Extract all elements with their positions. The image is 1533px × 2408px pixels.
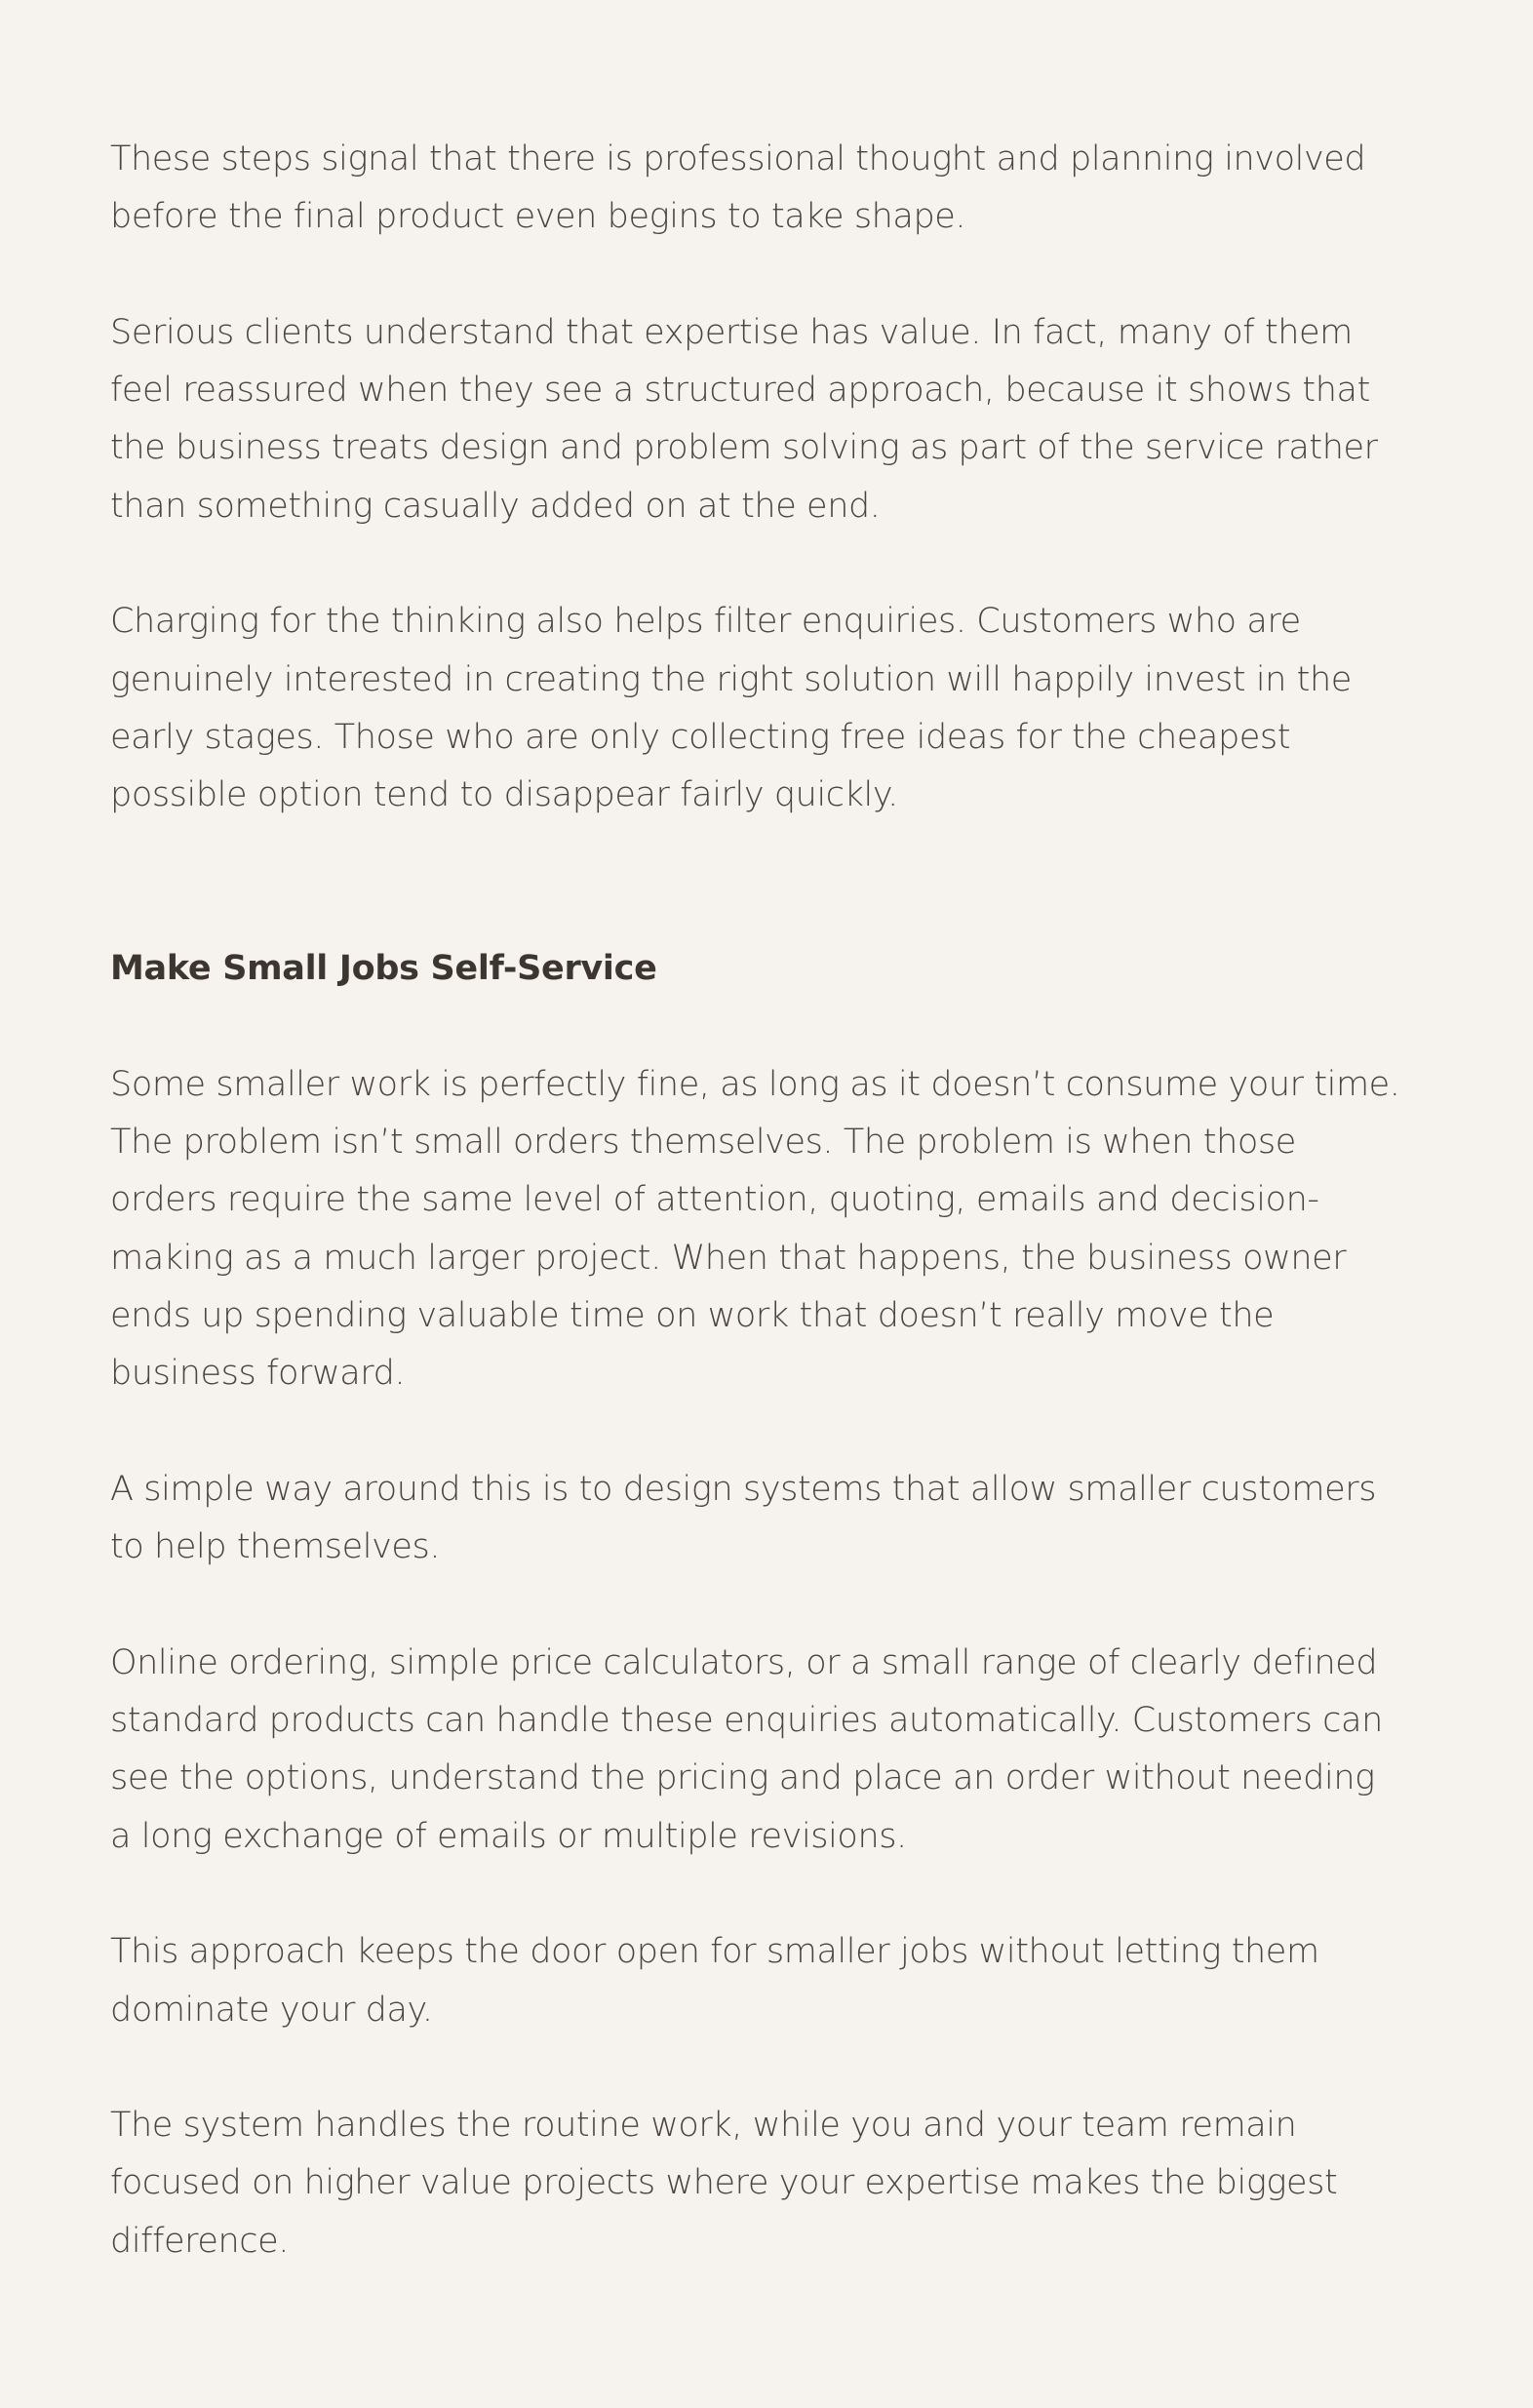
paragraph-smaller-work: Some smaller work is perfectly fine, as long as it doesn’t consume your time. The problem isn’t small orders themselves. The problem is when those orders require the same level of attention, quoting, emails and decision- making as a much larger project. When that happens, the business owner ends up spending valuable time on work that doesn’t really move the business forward.: [110, 1064, 1400, 1394]
paragraph-approach: This approach keeps the door open for smaller jobs without letting them dominate your day.: [110, 1932, 1319, 2030]
paragraph-spacer: [110, 2039, 1436, 2097]
paragraph-professional-thought: These steps signal that there is professional thought and planning involved before the final product even begins to take shape.: [110, 139, 1366, 237]
section-spacer: [110, 825, 1436, 941]
paragraph-simple-way: A simple way around this is to design systems that allow smaller customers to help themselves.: [110, 1469, 1377, 1567]
paragraph-spacer: [110, 247, 1436, 304]
paragraph-spacer: [110, 1866, 1436, 1923]
section-heading: Make Small Jobs Self-Service: [110, 949, 657, 989]
paragraph-filter-enquiries: Charging for the thinking also helps filter enquiries. Customers who are genuinely interested in creating the right solution will happily invest in the early stages. Those who are only collecting free ideas for the cheapest possible option tend to disappear fairly quickly.: [110, 602, 1352, 815]
paragraph-spacer: [110, 535, 1436, 593]
paragraph-spacer: [110, 1403, 1436, 1461]
article-body: [110, 131, 1436, 2270]
paragraph-spacer: [110, 998, 1436, 1055]
paragraph-system-handles: The system handles the routine work, while you and your team remain focused on higher value projects where your expertise makes the biggest difference.: [110, 2106, 1338, 2261]
paragraph-online-ordering: Online ordering, simple price calculators, or a small range of clearly defined standard products can handle these enquiries automatically. Customers can see the options, understand the pricing and place an order without needing a long exchange of emails or multiple revisions.: [110, 1642, 1383, 1856]
paragraph-expertise-value: Serious clients understand that expertise has value. In fact, many of them feel reassured when they see a structured approach, because it shows that the business treats design and problem solving as part of the service rather than something casually added on at the end.: [110, 312, 1378, 526]
paragraph-spacer: [110, 1576, 1436, 1634]
